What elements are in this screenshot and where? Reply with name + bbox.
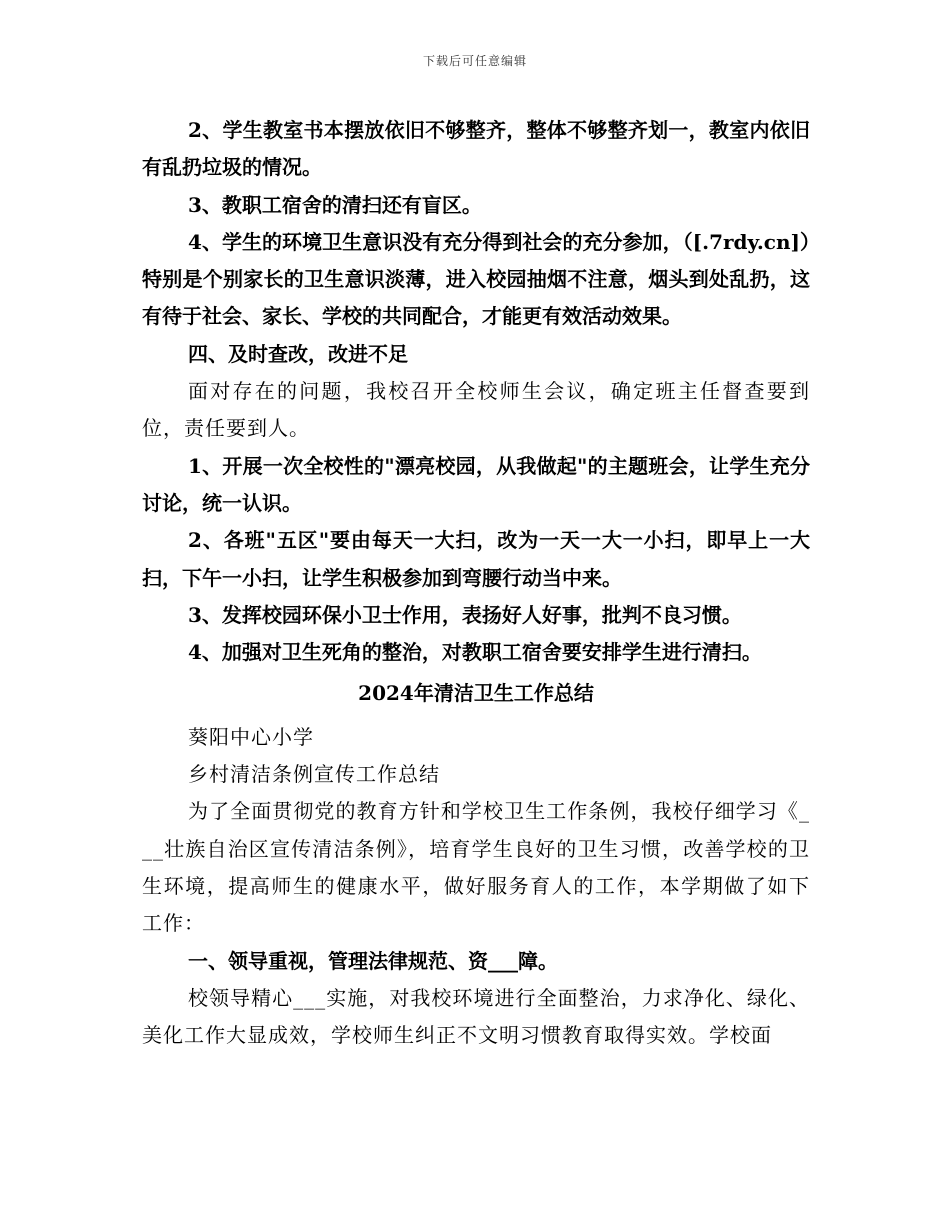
- document-body: [142, 112, 810, 1054]
- paragraph-intro: 为了全面贯彻党的教育方针和学校卫生工作条例，我校仔细学习《___壮族自治区宣传清洁条例》，培育学生良好的卫生习惯，改善学校的卫生环境，提高师生的健康水平，做好服务育人的工作，本学期做了如下工作：: [142, 799, 810, 936]
- paragraph-measure-3: 3、发挥校园环保小卫士作用，表扬好人好事，批判不良习惯。: [188, 602, 742, 627]
- paragraph-issue-3: 3、教职工宿舍的清扫还有盲区。: [188, 192, 482, 217]
- paragraph-measure-4: 4、加强对卫生死角的整治，对教职工宿舍要安排学生进行清扫。: [188, 640, 762, 665]
- paragraph-measure-1: 1、开展一次全校性的"漂亮校园，从我做起"的主题班会，让学生充分讨论，统一认识。: [142, 453, 810, 515]
- paragraph-issue-2: 2、学生教室书本摆放依旧不够整齐，整体不够整齐划一，教室内依旧有乱扔垃圾的情况。: [142, 118, 810, 180]
- page-header: 下载后可任意编辑: [422, 54, 527, 68]
- section-heading-1: 一、领导重视，管理法律规范、资___障。: [188, 948, 558, 973]
- section-heading-4: 四、及时查改，改进不足: [188, 341, 408, 366]
- report-subtitle: 乡村清洁条例宣传工作总结: [188, 762, 440, 787]
- paragraph-leadership: 校领导精心___实施，对我校环境进行全面整治，力求净化、绿化、美化工作大显成效，学校师生纠正不文明习惯教育取得实效。学校面: [142, 985, 810, 1048]
- document-title: 2024年清洁卫生工作总结: [358, 681, 594, 706]
- paragraph-response: 面对存在的问题，我校召开全校师生会议，确定班主任督查要到位，责任要到人。: [142, 379, 810, 441]
- school-name: 葵阳中心小学: [188, 724, 314, 749]
- paragraph-measure-2: 2、各班"五区"要由每天一大扫，改为一天一大一小扫，即早上一大扫，下午一小扫，让学生积极参加到弯腰行动当中来。: [142, 528, 810, 590]
- paragraph-issue-4: 4、学生的环境卫生意识没有充分得到社会的充分参加，（[.7rdy.cn]）特别是个别家长的卫生意识淡薄，进入校园抽烟不注意，烟头到处乱扔，这有待于社会、家长、学校的共同配合，才能更有效活动效果。: [142, 229, 810, 329]
